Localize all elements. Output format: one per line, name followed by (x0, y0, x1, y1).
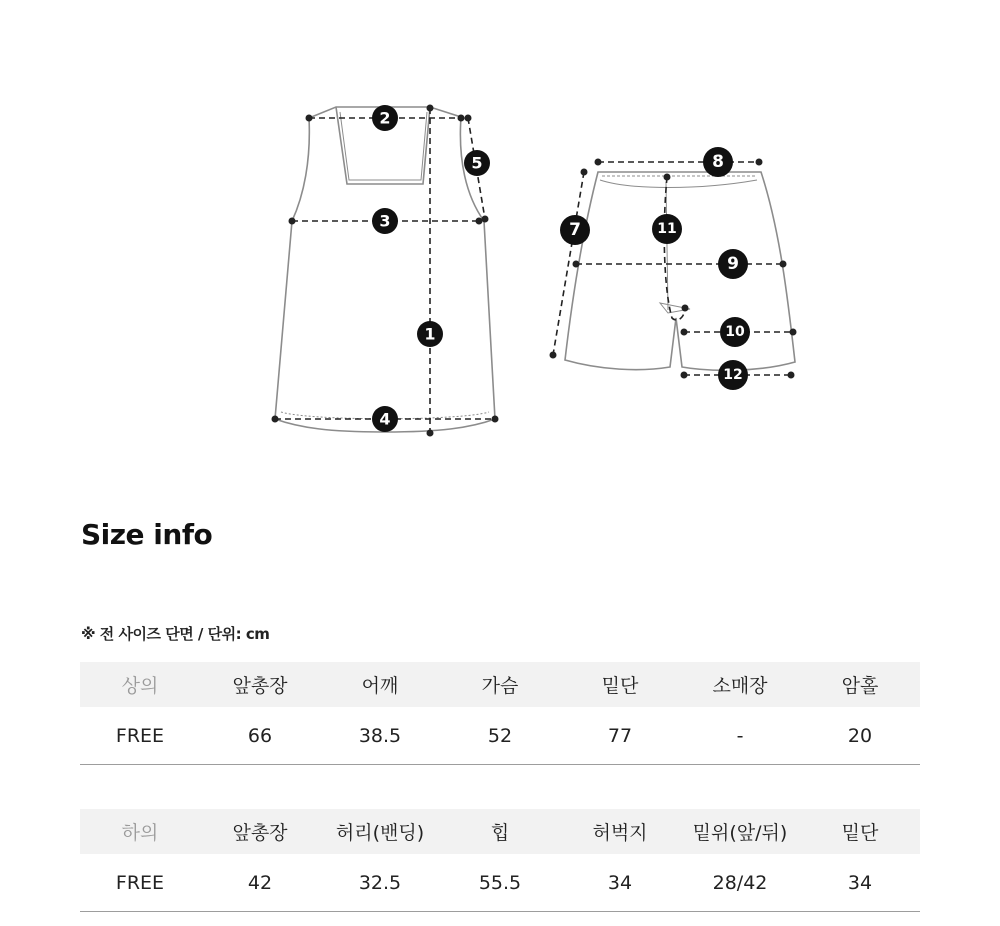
table-cell: 52 (440, 707, 560, 765)
marker-5 (464, 150, 490, 176)
section-title: Size info (81, 518, 213, 551)
svg-text:9: 9 (727, 254, 739, 274)
header-cell: 허리(밴딩) (320, 809, 440, 854)
top-size-table (80, 662, 920, 765)
marker-8 (703, 147, 733, 177)
table-row (80, 854, 920, 912)
table-header-row (80, 662, 920, 707)
svg-text:2: 2 (379, 108, 391, 128)
svg-text:5: 5 (471, 153, 483, 173)
svg-text:8: 8 (712, 152, 724, 172)
svg-text:11: 11 (657, 221, 677, 237)
svg-text:10: 10 (725, 324, 745, 340)
svg-text:1: 1 (424, 324, 436, 344)
marker-9 (718, 249, 748, 279)
marker-4 (372, 406, 398, 432)
header-category: 하의 (80, 809, 200, 854)
marker-1 (417, 321, 443, 347)
marker-3 (372, 208, 398, 234)
table-cell: 34 (560, 854, 680, 912)
table-cell: 38.5 (320, 707, 440, 765)
header-cell: 가슴 (440, 662, 560, 707)
marker-2 (372, 105, 398, 131)
svg-text:7: 7 (569, 220, 581, 240)
table-cell: 55.5 (440, 854, 560, 912)
header-cell: 암홀 (800, 662, 920, 707)
header-cell: 밑단 (800, 809, 920, 854)
table-cell: FREE (80, 707, 200, 765)
table-header-row (80, 809, 920, 854)
table-cell: 77 (560, 707, 680, 765)
header-cell: 앞총장 (200, 809, 320, 854)
top-measure-dots (272, 105, 499, 437)
table-cell: 32.5 (320, 854, 440, 912)
table-cell: 34 (800, 854, 920, 912)
table-cell: 66 (200, 707, 320, 765)
shorts-garment-illustration (565, 172, 795, 370)
header-cell: 어깨 (320, 662, 440, 707)
bottom-size-table (80, 809, 920, 912)
header-cell: 밑위(앞/뒤) (680, 809, 800, 854)
header-cell: 소매장 (680, 662, 800, 707)
header-cell: 밑단 (560, 662, 680, 707)
header-cell: 허벅지 (560, 809, 680, 854)
top-garment-illustration (275, 107, 495, 432)
table-cell: FREE (80, 854, 200, 912)
marker-12 (718, 360, 748, 390)
marker-10 (720, 317, 750, 347)
header-category: 상의 (80, 662, 200, 707)
svg-text:12: 12 (723, 367, 743, 383)
table-row (80, 707, 920, 765)
table-cell: 20 (800, 707, 920, 765)
marker-11 (652, 214, 682, 244)
table-cell: 28/42 (680, 854, 800, 912)
svg-text:4: 4 (379, 409, 391, 429)
unit-note: ※ 전 사이즈 단면 / 단위: cm (81, 625, 270, 643)
table-cell: - (680, 707, 800, 765)
header-cell: 앞총장 (200, 662, 320, 707)
svg-text:3: 3 (379, 211, 391, 231)
marker-7 (560, 215, 590, 245)
header-cell: 힙 (440, 809, 560, 854)
table-cell: 42 (200, 854, 320, 912)
